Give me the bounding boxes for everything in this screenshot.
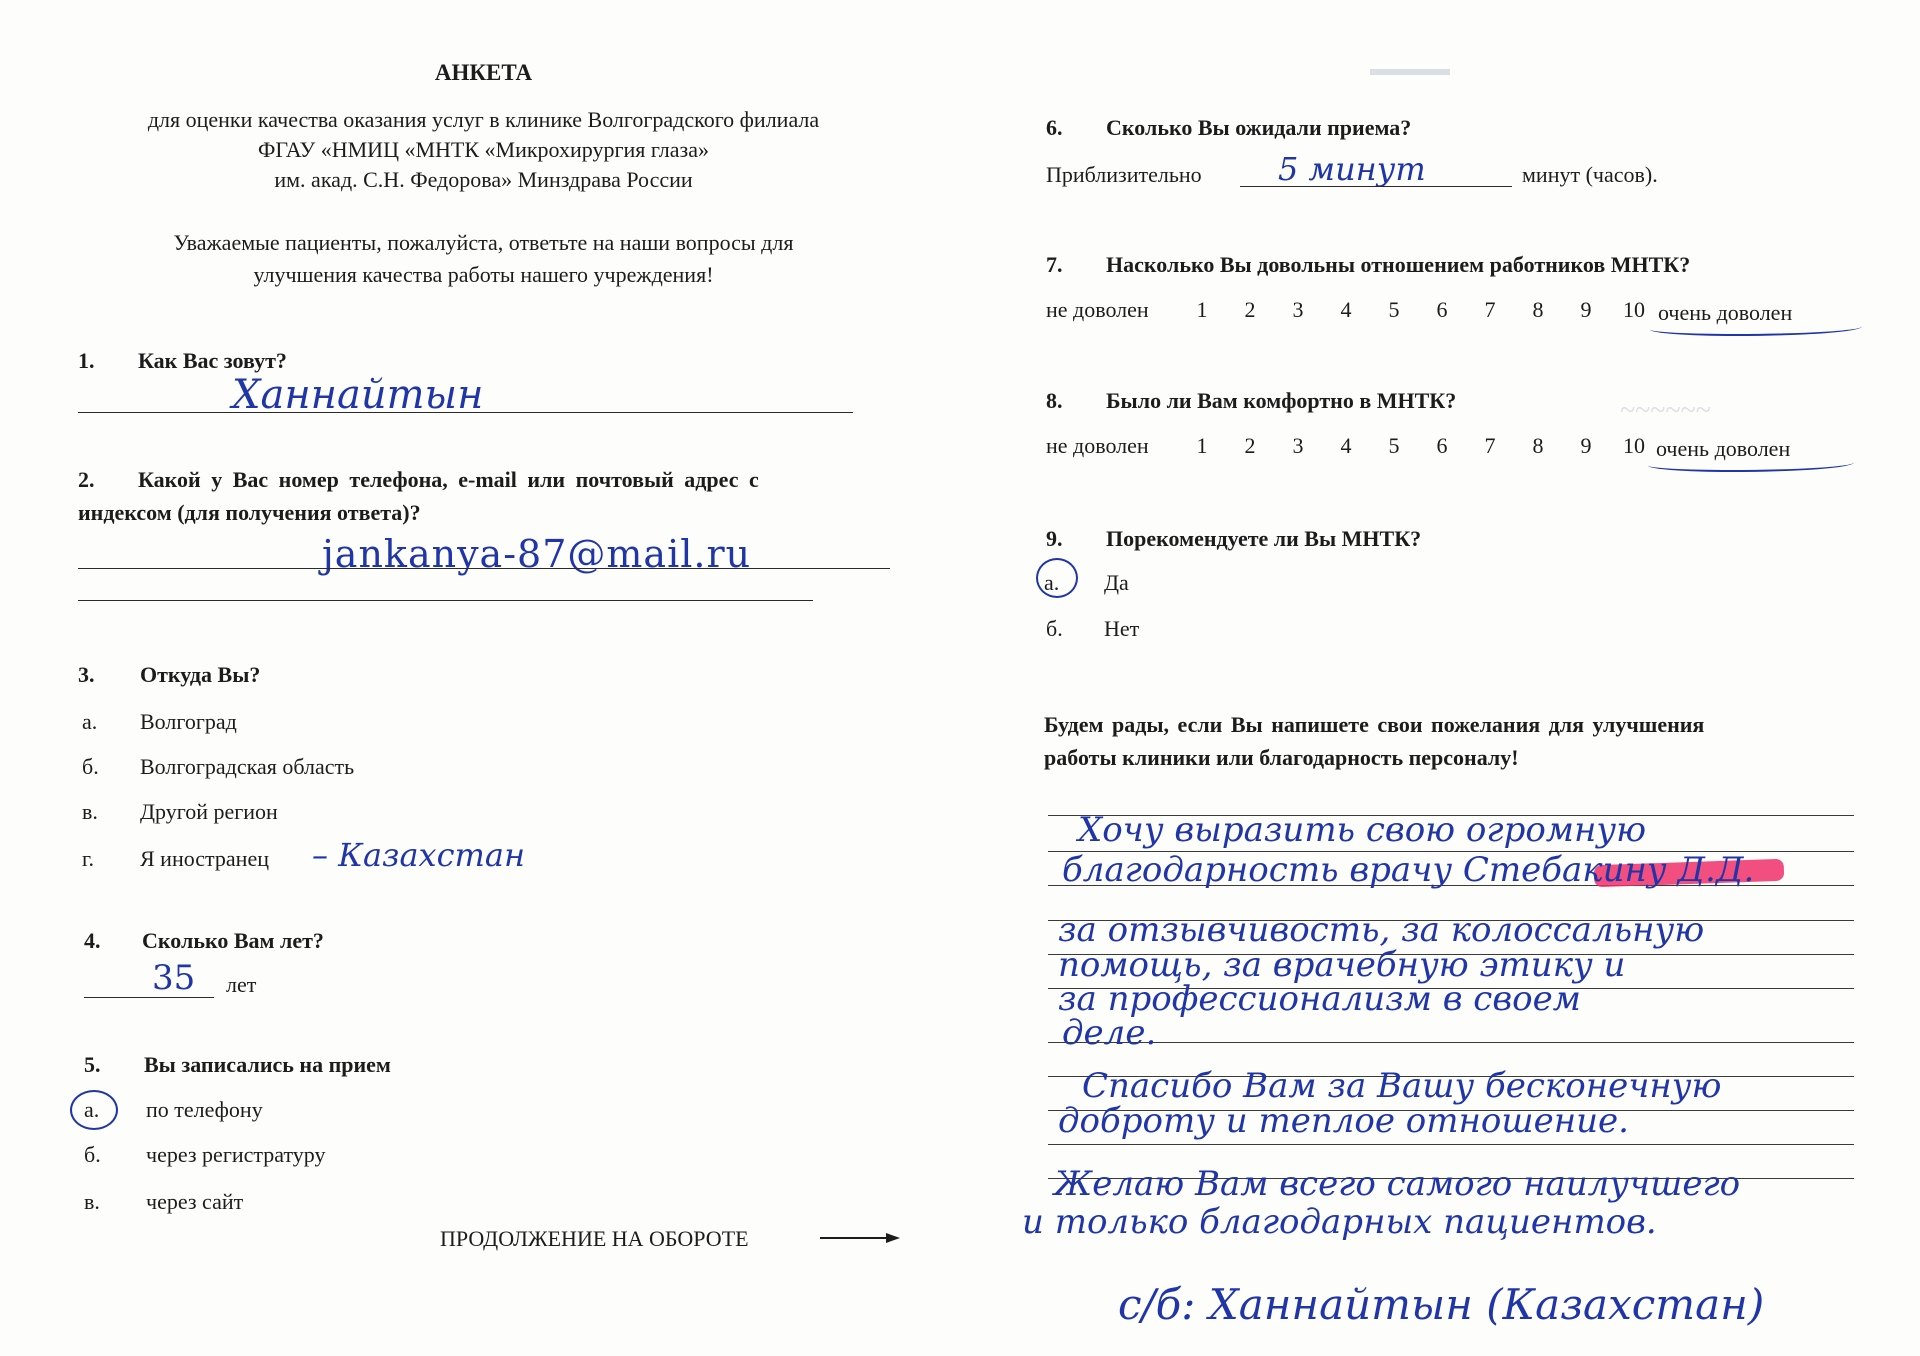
q8-question: Было ли Вам комфортно в МНТК? <box>1106 388 1457 413</box>
q8-scale-2: 2 <box>1244 433 1256 458</box>
q5-option-a-label: по телефону <box>146 1097 263 1122</box>
handwriting-line-4: помощь, за врачебную этику и <box>1058 945 1626 985</box>
q6-question: Сколько Вы ожидали приема? <box>1106 115 1412 140</box>
q7-scale-1: 1 <box>1196 297 1208 322</box>
q5-option-c-letter: в. <box>84 1189 100 1214</box>
q8-scale-3: 3 <box>1292 433 1304 458</box>
q7-scale-10: 10 <box>1623 297 1645 322</box>
q3-option-b-label: Волгоградская область <box>140 754 355 779</box>
q6-answer: 5 минут <box>1278 150 1426 188</box>
bleed-through-mark: ~~~~~~ <box>1620 395 1711 426</box>
q3-option-a-label: Волгоград <box>140 709 237 734</box>
q7-selected-underline <box>1650 320 1862 336</box>
q1-question: Как Вас зовут? <box>138 348 287 373</box>
q5-option-a-letter: а. <box>84 1097 100 1122</box>
q7-scale-9: 9 <box>1580 297 1592 322</box>
q5-option-b-letter: б. <box>84 1142 101 1167</box>
q8-scale-4: 4 <box>1340 433 1352 458</box>
subtitle-line-3: им. акад. С.Н. Федорова» Минздрава России <box>274 167 693 192</box>
q7-scale-7: 7 <box>1484 297 1496 322</box>
q2-question-line-1: Какой у Вас номер телефона, e-mail или почтовый адрес с <box>138 467 759 492</box>
q7-scale <box>1178 297 1658 323</box>
q6-answer-line <box>1240 186 1512 187</box>
handwriting-line-1: Хочу выразить свою огромную <box>1078 810 1647 850</box>
q5-number: 5. <box>84 1052 101 1077</box>
continue-label: ПРОДОЛЖЕНИЕ НА ОБОРОТЕ <box>440 1226 749 1251</box>
q3-answer: – Казахстан <box>312 836 526 874</box>
handwriting-line-5: за профессионализм в своем <box>1058 979 1581 1019</box>
q8-scale-6: 6 <box>1436 433 1448 458</box>
q3-option-d-label: Я иностранец <box>140 846 269 871</box>
bleed-through-mark: ▬▬▬▬ <box>1370 58 1450 80</box>
q3-option-d-letter: г. <box>82 846 95 871</box>
q9-option-b-label: Нет <box>1104 616 1140 641</box>
q8-scale-5: 5 <box>1388 433 1400 458</box>
q2-answer: jankanya-87@mail.ru <box>322 532 752 576</box>
q7-scale-6: 6 <box>1436 297 1448 322</box>
q7-low-label: не доволен <box>1046 297 1149 322</box>
q8-selected-underline <box>1648 456 1854 472</box>
q9-question: Порекомендуете ли Вы МНТК? <box>1106 526 1422 551</box>
q4-question: Сколько Вам лет? <box>142 928 324 953</box>
q9-option-b-letter: б. <box>1046 616 1063 641</box>
handwriting-line-9: Желаю Вам всего самого наилучшего <box>1054 1164 1741 1204</box>
q4-answer: 35 <box>152 958 196 998</box>
q6-prefix: Приблизительно <box>1046 162 1202 187</box>
handwriting-line-10: и только благодарных пациентов. <box>1022 1202 1657 1242</box>
q1-number: 1. <box>78 348 95 373</box>
q8-number: 8. <box>1046 388 1063 413</box>
q7-question: Насколько Вы довольны отношением работников МНТК? <box>1106 252 1691 277</box>
q6-suffix: минут (часов). <box>1522 162 1658 187</box>
q7-scale-2: 2 <box>1244 297 1256 322</box>
q5-option-c-label: через сайт <box>146 1189 244 1214</box>
q9-option-a-label: Да <box>1104 570 1129 595</box>
q3-number: 3. <box>78 662 95 687</box>
q9-number: 9. <box>1046 526 1063 551</box>
handwriting-line-2: благодарность врачу Стебакину Д.Д. <box>1062 850 1755 890</box>
q8-scale <box>1178 433 1658 459</box>
q8-scale-7: 7 <box>1484 433 1496 458</box>
q5-question: Вы записались на прием <box>144 1052 391 1077</box>
q8-scale-8: 8 <box>1532 433 1544 458</box>
handwriting-line-6: деле. <box>1062 1013 1157 1053</box>
ruled-line <box>1048 1042 1854 1043</box>
q8-scale-9: 9 <box>1580 433 1592 458</box>
subtitle-line-2: ФГАУ «НМИЦ «МНТК «Микрохирургия глаза» <box>258 137 709 162</box>
q9-option-a-letter: а. <box>1044 570 1060 595</box>
q2-number: 2. <box>78 467 95 492</box>
q3-option-a-letter: а. <box>82 709 98 734</box>
q3-question: Откуда Вы? <box>140 662 261 687</box>
arrow-right-icon <box>820 1228 900 1248</box>
handwriting-line-3: за отзывчивость, за колоссальную <box>1058 910 1705 950</box>
q2-answer-line-1 <box>78 568 890 569</box>
intro-line-1: Уважаемые пациенты, пожалуйста, ответьте на наши вопросы для <box>173 230 794 255</box>
q1-answer-line <box>78 412 853 413</box>
q3-option-c-letter: в. <box>82 799 98 824</box>
handwriting-line-7: Спасибо Вам за Вашу бесконечную <box>1082 1066 1722 1106</box>
q7-scale-3: 3 <box>1292 297 1304 322</box>
q8-high-label: очень доволен <box>1656 436 1791 461</box>
wishes-prompt-line-1: Будем рады, если Вы напишете свои пожелания для улучшения <box>1044 712 1705 737</box>
q4-answer-line <box>84 997 214 998</box>
q3-option-c-label: Другой регион <box>140 799 278 824</box>
q8-scale-1: 1 <box>1196 433 1208 458</box>
q7-scale-5: 5 <box>1388 297 1400 322</box>
handwriting-line-8: доброту и теплое отношение. <box>1058 1101 1629 1141</box>
handwritten-signature: с/б: Ханнайтын (Казахстан) <box>1118 1280 1765 1329</box>
q4-unit: лет <box>226 972 257 997</box>
q8-low-label: не доволен <box>1046 433 1149 458</box>
q5-option-b-label: через регистратуру <box>146 1142 326 1167</box>
form-title: АНКЕТА <box>434 60 533 85</box>
q2-question-line-2: индексом (для получения ответа)? <box>78 500 421 525</box>
ruled-line <box>1048 1144 1854 1145</box>
wishes-prompt-line-2: работы клиники или благодарность персоналу! <box>1044 745 1519 770</box>
q6-number: 6. <box>1046 115 1063 140</box>
q3-option-b-letter: б. <box>82 754 99 779</box>
q4-number: 4. <box>84 928 101 953</box>
q1-answer: Ханнайтын <box>232 372 484 418</box>
q2-answer-line-2 <box>78 600 813 601</box>
intro-line-2: улучшения качества работы нашего учреждения! <box>253 262 714 287</box>
subtitle-line-1: для оценки качества оказания услуг в клинике Волгоградского филиала <box>147 107 820 132</box>
q8-scale-10: 10 <box>1623 433 1645 458</box>
q7-scale-4: 4 <box>1340 297 1352 322</box>
q7-number: 7. <box>1046 252 1063 277</box>
q7-scale-8: 8 <box>1532 297 1544 322</box>
q7-high-label: очень доволен <box>1658 300 1793 325</box>
